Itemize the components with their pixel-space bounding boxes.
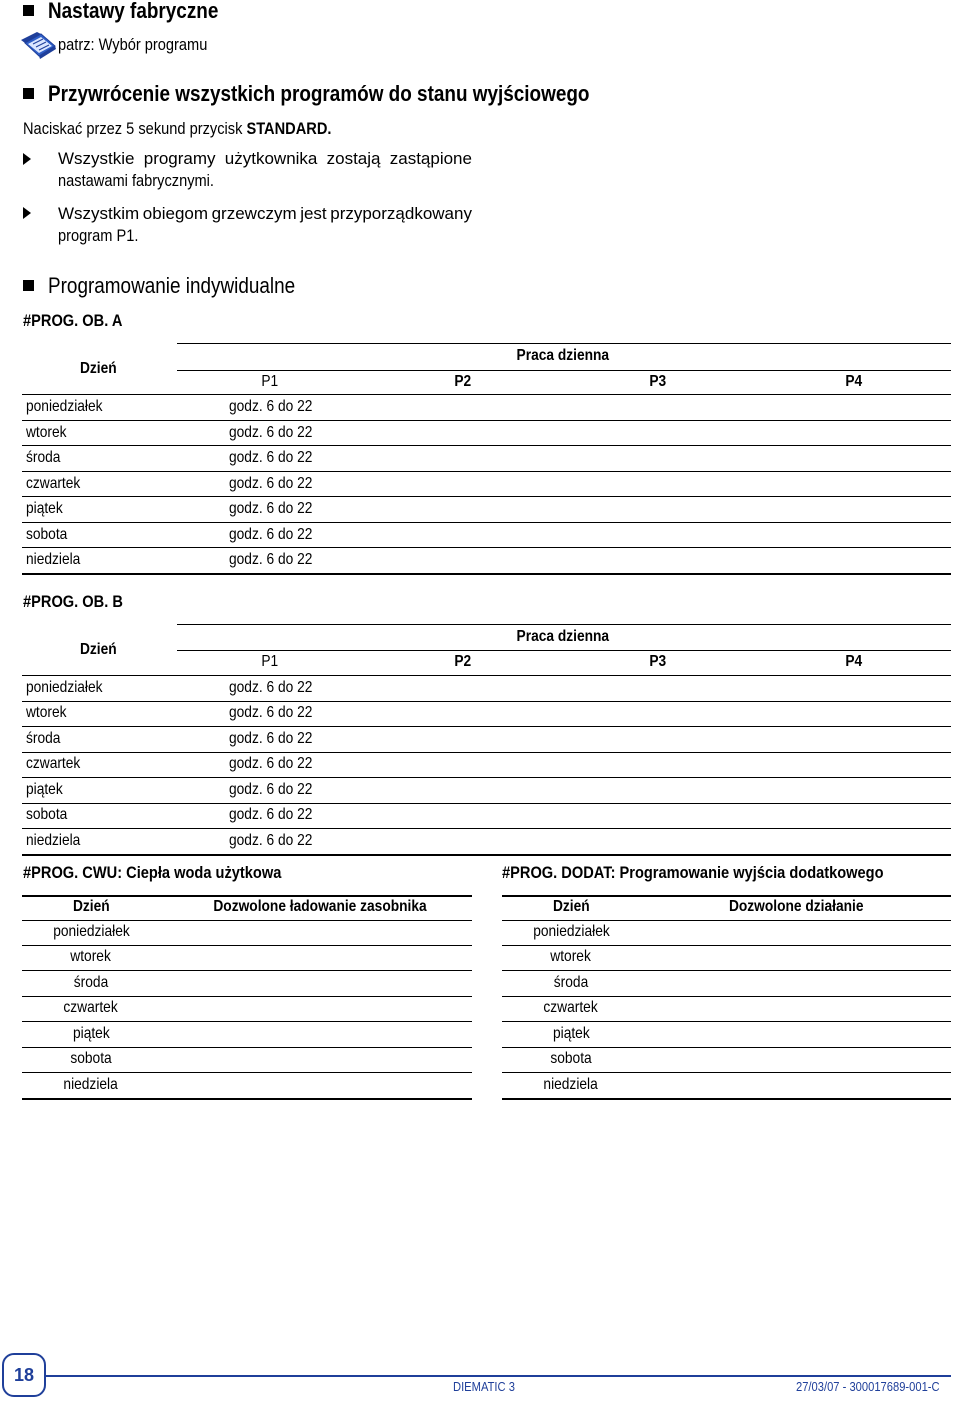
footer-doc-ref: 27/03/07 - 300017689-001-C [796,1379,940,1394]
list-item: sobota [550,1050,592,1067]
arrow-bullet-icon [23,207,31,219]
restore-bullet-1-line-2: nastawami fabrycznymi. [58,171,214,190]
section-title-individual: Programowanie indywidualne [48,273,296,298]
list-item: niedziela [543,1076,599,1093]
column-header-p2: P2 [454,373,472,390]
table-title-cwu: #PROG. CWU: Ciepła woda użytkowa [23,863,282,882]
table-title-dodat: #PROG. DODAT: Programowanie wyjścia dodatkowego [502,863,884,882]
section-title-factory: Nastawy fabryczne [48,0,219,23]
column-header-day: Dzień [552,898,590,915]
section-bullet [23,5,34,16]
column-header-group: Praca dzienna [516,347,610,364]
column-header-p4: P4 [845,373,863,390]
page-number: 18 [13,1364,35,1385]
list-item: piątek [552,1025,590,1042]
list-item: czwartek [63,999,119,1016]
column-header-day: Dzień [79,360,117,377]
list-item: niedziela [63,1076,119,1093]
table-title-ob-b: #PROG. OB. B [23,592,123,611]
table-title-ob-a: #PROG. OB. A [23,311,123,330]
see-also-link[interactable]: patrz: Wybór programu [58,35,208,54]
footer-product: DIEMATIC 3 [453,1379,515,1394]
column-header-group: Praca dzienna [516,628,610,645]
footer-rule [40,1375,951,1377]
column-header-p3: P3 [649,373,667,390]
column-header-p4: P4 [845,653,863,670]
restore-instruction: Naciskać przez 5 sekund przycisk STANDARD. [23,119,332,138]
column-header-allowed: Dozwolone działanie [728,898,864,915]
arrow-bullet-icon [23,153,31,165]
column-header-day: Dzień [72,898,110,915]
section-bullet [23,280,34,291]
page-number-badge [2,1353,46,1397]
list-item: wtorek [550,948,592,965]
column-header-p2: P2 [454,653,472,670]
list-item: sobota [70,1050,112,1067]
column-header-p1: P1 [261,373,279,390]
list-item: piątek [72,1025,110,1042]
column-header-p1: P1 [261,653,279,670]
list-item: środa [553,974,589,991]
list-item: czwartek [543,999,599,1016]
book-reference-icon [19,28,59,62]
section-title-restore: Przywrócenie wszystkich programów do stanu wyjściowego [48,81,590,106]
column-header-p3: P3 [649,653,667,670]
list-item: środa [73,974,109,991]
restore-bullet-2-line-1: Wszystkim obiegom grzewczym jest przyporządkowany [58,204,472,223]
list-item: poniedziałek [52,923,130,940]
column-header-day: Dzień [79,641,117,658]
restore-bullet-2-line-2: program P1. [58,226,139,245]
restore-bullet-1-line-1: Wszystkie programy użytkownika zostają zastąpione [58,149,472,168]
column-header-charging: Dozwolone ładowanie zasobnika [213,898,427,915]
list-item: poniedziałek [532,923,610,940]
list-item: wtorek [70,948,112,965]
section-bullet [23,88,34,99]
